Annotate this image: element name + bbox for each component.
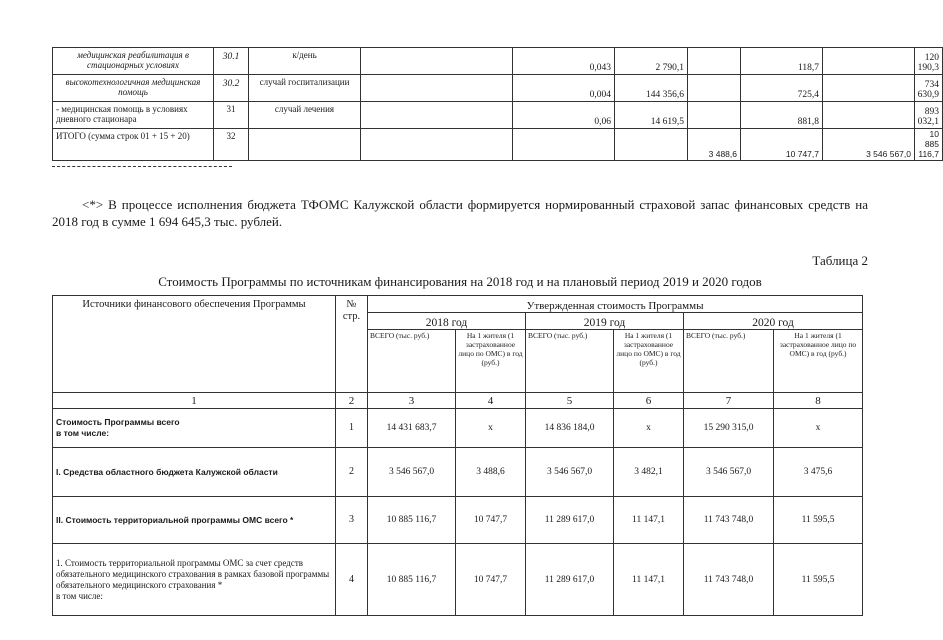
row-value: 15 290 315,0 <box>684 409 774 448</box>
column-number: 8 <box>774 393 863 409</box>
row-value: 14 431 683,7 <box>368 409 456 448</box>
row-source-name: Стоимость Программы всего в том числе: <box>53 409 336 448</box>
row-value <box>615 129 688 161</box>
row-value: 881,8 <box>741 102 823 129</box>
row-unit: к/день <box>249 48 361 75</box>
row-value <box>688 48 741 75</box>
row-value: х <box>614 409 684 448</box>
row-number: 31 <box>214 102 249 129</box>
row-value: 893 032,1 <box>915 102 943 129</box>
row-value <box>823 48 915 75</box>
row-unit: случай госпитализации <box>249 75 361 102</box>
row-value: 118,7 <box>741 48 823 75</box>
header-total-2020: ВСЕГО (тыс. руб.) <box>684 330 774 393</box>
row-value: 3 475,6 <box>774 448 863 497</box>
row-value: 11 147,1 <box>614 544 684 616</box>
row-number: 2 <box>336 448 368 497</box>
table-label: Таблица 2 <box>812 253 868 268</box>
header-approved-cost: Утвержденная стоимость Программы <box>368 296 863 313</box>
row-value: 725,4 <box>741 75 823 102</box>
row-value: 3 546 567,0 <box>368 448 456 497</box>
row-value <box>688 75 741 102</box>
row-value: 10 885 116,7 <box>368 497 456 544</box>
row-name: - медицинская помощь в условиях дневного стационара <box>53 102 214 129</box>
cost-table-continuation <box>52 47 943 161</box>
table-row <box>53 497 863 544</box>
column-number: 4 <box>456 393 526 409</box>
row-value: 144 356,6 <box>615 75 688 102</box>
table-row <box>53 48 943 75</box>
row-value: 3 482,1 <box>614 448 684 497</box>
header-per-capita-2018: На 1 жителя (1 застрахованное лицо по ОМС) в год (руб.) <box>456 330 526 393</box>
row-value: 10 885 116,7 <box>368 544 456 616</box>
table-title: Стоимость Программы по источникам финансирования на 2018 год и на плановый период 2019 и 2020 годов <box>158 274 762 289</box>
header-year-2020: 2020 год <box>684 313 863 330</box>
row-name: медицинская реабилитация в стационарных условиях <box>53 48 214 75</box>
row-name: ИТОГО (сумма строк 01 + 15 + 20) <box>53 129 214 161</box>
table-row <box>53 409 863 448</box>
row-value <box>361 102 513 129</box>
table-row <box>53 75 943 102</box>
row-value <box>361 48 513 75</box>
row-value <box>823 102 915 129</box>
column-number: 3 <box>368 393 456 409</box>
row-value: 3 546 567,0 <box>823 129 915 161</box>
row-unit <box>249 129 361 161</box>
table-row <box>53 102 943 129</box>
row-number: 4 <box>336 544 368 616</box>
row-value <box>361 129 513 161</box>
row-number: 30.1 <box>214 48 249 75</box>
row-value: 734 630,9 <box>915 75 943 102</box>
row-name: высокотехнологичная медицинская помощь <box>53 75 214 102</box>
row-value: 120 190,3 <box>915 48 943 75</box>
footnote-separator <box>52 166 232 167</box>
header-year-2018: 2018 год <box>368 313 526 330</box>
row-value: 3 488,6 <box>688 129 741 161</box>
table-row <box>53 129 943 161</box>
row-value: 11 147,1 <box>614 497 684 544</box>
table-row <box>53 448 863 497</box>
row-value: 10 747,7 <box>741 129 823 161</box>
row-value: 0,043 <box>513 48 615 75</box>
row-value: 0,06 <box>513 102 615 129</box>
row-unit: случай лечения <box>249 102 361 129</box>
row-value: 11 595,5 <box>774 544 863 616</box>
row-source-name: 1. Стоимость территориальной программы ОМС за счет средств обязательного медицинского страхования в рамках базовой программы обязательного медицинского страхования * в том числе: <box>53 544 336 616</box>
column-number: 6 <box>614 393 684 409</box>
column-number: 1 <box>53 393 336 409</box>
row-value <box>513 129 615 161</box>
row-value: 3 546 567,0 <box>684 448 774 497</box>
table-row <box>53 544 863 616</box>
header-per-capita-2019: На 1 жителя (1 застрахованное лицо по ОМС) в год (руб.) <box>614 330 684 393</box>
row-value <box>361 75 513 102</box>
column-numbers-row <box>53 393 863 409</box>
row-value <box>688 102 741 129</box>
row-value: 10 885 116,7 <box>915 129 943 161</box>
row-value <box>823 75 915 102</box>
row-value: 10 747,7 <box>456 544 526 616</box>
row-value: 2 790,1 <box>615 48 688 75</box>
column-number: 7 <box>684 393 774 409</box>
row-value: 10 747,7 <box>456 497 526 544</box>
footnote: <*> В процессе исполнения бюджета ТФОМС Калужской области формируется нормированный страховой запас финансовых средств на 2018 год в сумме 1 694 645,3 тыс. рублей. <box>52 197 868 229</box>
row-value: 11 289 617,0 <box>526 497 614 544</box>
row-value: 0,004 <box>513 75 615 102</box>
row-number: 32 <box>214 129 249 161</box>
header-source: Источники финансового обеспечения Программы <box>53 296 336 393</box>
row-value: 11 595,5 <box>774 497 863 544</box>
row-value: 11 289 617,0 <box>526 544 614 616</box>
row-value: х <box>456 409 526 448</box>
header-per-capita-2020: На 1 жителя (1 застрахованное лицо по ОМС) в год (руб.) <box>774 330 863 393</box>
row-number: 1 <box>336 409 368 448</box>
column-number: 2 <box>336 393 368 409</box>
row-number: 30.2 <box>214 75 249 102</box>
row-value: х <box>774 409 863 448</box>
row-value: 11 743 748,0 <box>684 497 774 544</box>
column-number: 5 <box>526 393 614 409</box>
header-total-2018: ВСЕГО (тыс. руб.) <box>368 330 456 393</box>
header-total-2019: ВСЕГО (тыс. руб.) <box>526 330 614 393</box>
row-number: 3 <box>336 497 368 544</box>
header-year-2019: 2019 год <box>526 313 684 330</box>
row-source-name: I. Средства областного бюджета Калужской области <box>53 448 336 497</box>
program-cost-by-source-table <box>52 295 863 616</box>
row-value: 11 743 748,0 <box>684 544 774 616</box>
row-value: 3 546 567,0 <box>526 448 614 497</box>
row-source-name: II. Стоимость территориальной программы ОМС всего * <box>53 497 336 544</box>
row-value: 14 619,5 <box>615 102 688 129</box>
row-value: 14 836 184,0 <box>526 409 614 448</box>
header-row-number: № стр. <box>336 296 368 393</box>
row-value: 3 488,6 <box>456 448 526 497</box>
